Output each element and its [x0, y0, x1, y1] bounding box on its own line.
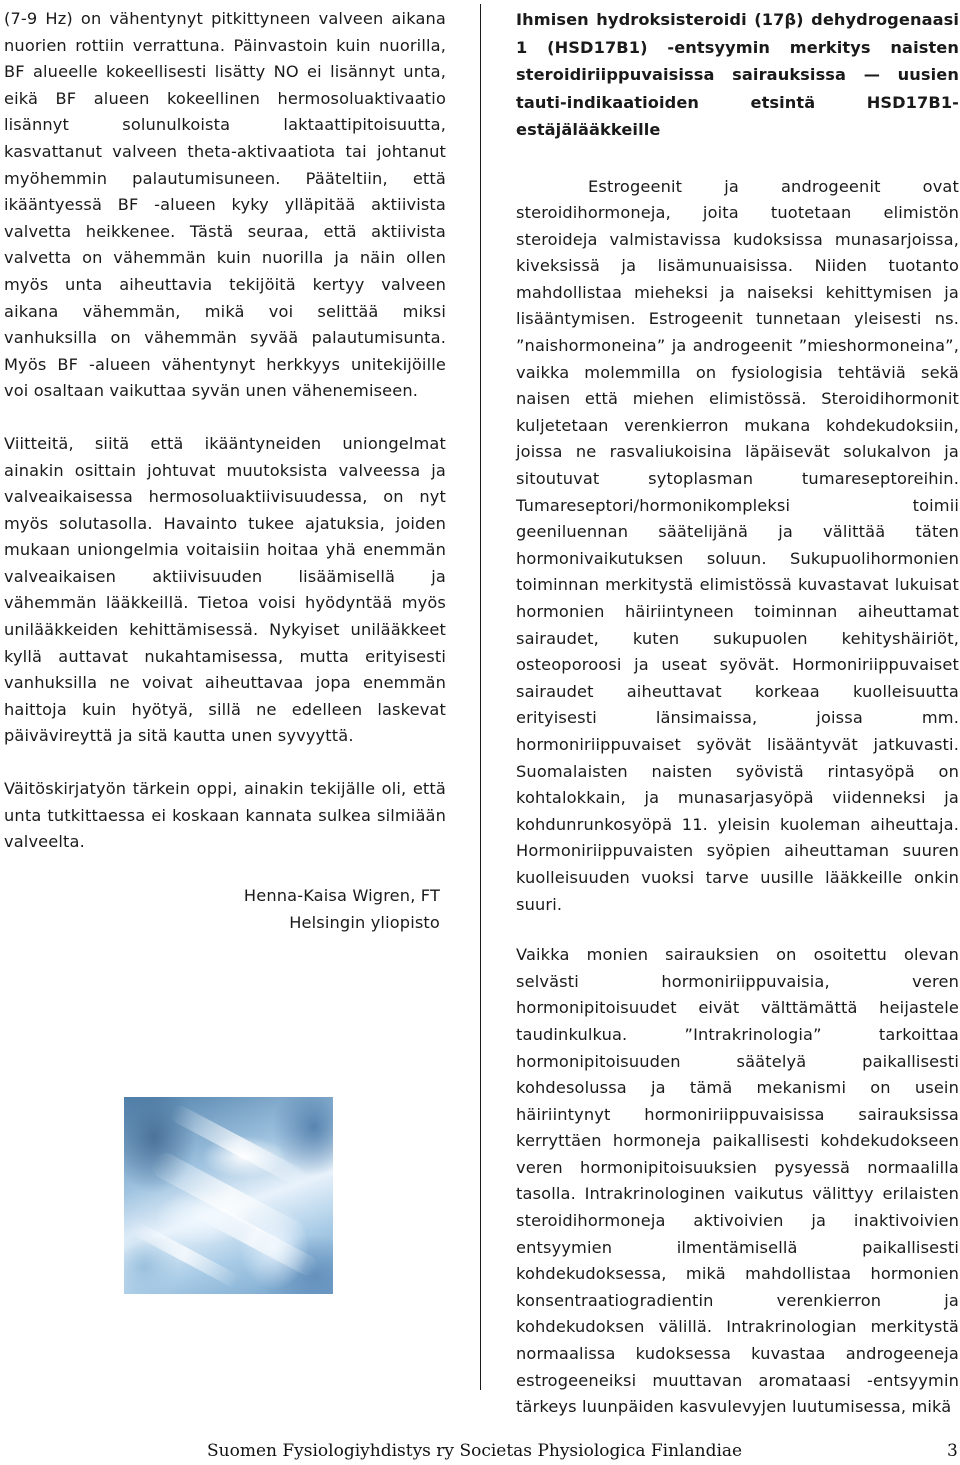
author-signature	[4, 882, 446, 936]
author-name: Henna-Kaisa Wigren, FT	[243, 885, 440, 905]
body-paragraph: Estrogeenit ja androgeenit ovat steroidihormoneja, joita tuotetaan elimistön steroideja valmistavissa kudoksissa munasarjoissa, kiveksissä ja lisämunuaisissa. Niiden tuotanto mahdollistaa mieheksi ja naiseksi kehittymisen ja lisääntymisen. Estrogeenit tunnetaan yleisesti ns. ”naishormoneina” ja androgeenit ”mieshormoneina”, vaikka molemmilla on fysiologisia tehtäviä sekä naisen että miehen elimistössä. Steroidihormonit kuljetetaan verenkierron mukana kohdekudoksiin, joissa ne rasvaliukoisina läpäisevät solukalvon ja sitoutuvat sytoplasman tumareseptoreihin. Tumareseptori/hormonikompleksi toimii geeniluennan säätelijänä ja välittää täten hormonivaikutuksen soluun. Sukupuolihormonien toiminnan merkitystä elimistössä kuvastavat lukuisat hormonien häiriintyneen toiminnan aiheuttamat sairaudet, kuten sukupuolen kehityshäiriöt, osteoporoosi ja useat syövät. Hormoniriippuvaiset sairaudet aiheuttavat korkeaa kuolleisuutta erityisesti länsimaissa, joissa mm. hormoniriippuvaiset syövät lisääntyvät jatkuvasti. Suomalaisten naisten syövistä rintasyöpä on kohtalokkain, ja munasarjasyöpä viidenneksi ja kohdunrunkosyöpä 11. yleisin kuoleman aiheuttaja. Hormoniriippuvaisten syöpien aiheuttaman suuren kuolleisuuden vuoksi tarve uusille lääkkeille onkin suuri.	[516, 176, 959, 914]
article-heading: Ihmisen hydroksisteroidi (17β) dehydrogenaasi 1 (HSD17B1) -entsyymin merkitys naisten steroidiriippuvaisissa sairauksissa — uusien tauti-indikaatioiden etsintä HSD17B1-estäjälääkkeille	[516, 10, 959, 139]
author-affiliation: Helsingin yliopisto	[289, 912, 440, 932]
body-paragraph: Vaikka monien sairauksien on osoitettu olevan selvästi hormoniriippuvaisia, veren hormonipitoisuudet eivät välttämättä heijastele taudinkulkua. ”Intrakrinologia” tarkoittaa hormonipitoisuuden säätelyä paikallisesti kohdesolussa ja tämä mekanismi on usein häiriintynyt hormoniriippuvaisissa sairauksissa kerryttäen hormoneja paikallisesti kohdekudokseen veren hormonipitoisuuksien pysyessä normaalilla tasolla. Intrakrinologinen vaikutus välittyy erilaisten steroidihormoneja aktivoivien ja inaktivoivien entsyymien ilmentämisellä paikallisesti kohdekudoksessa, mikä mahdollistaa hormonien konsentraatiogradientin verenkierron ja kohdekudoksen välillä. Intrakrinologian merkitystä normaalissa kudoksessa kuvastaa androgeeneja estrogeeneiksi muuttavan aromataasi -entsyymin tärkeys luunpäiden kasvulevyjen luutumisessa, mikä	[516, 945, 959, 1417]
body-paragraph: Väitöskirjatyön tärkein oppi, ainakin tekijälle oli, että unta tutkittaessa ei koskaan kannata sulkea silmiään valveelta.	[4, 779, 446, 852]
footer-publisher: Suomen Fysiologiyhdistys ry Societas Physiologica Finlandiae	[207, 1441, 743, 1461]
page-number: 3	[947, 1441, 958, 1461]
waterfall-photo	[124, 1097, 333, 1294]
right-column	[516, 6, 959, 1421]
column-divider	[480, 4, 481, 1390]
body-paragraph: (7-9 Hz) on vähentynyt pitkittyneen valveen aikana nuorien rottiin verrattuna. Päinvastoin kuin nuorilla, BF alueelle kokeellisesti lisätty NO ei lisännyt unta, eikä BF alueen kokeellinen hermosoluaktivaatio lisännyt solunulkoista laktaattipitoisuutta, kasvattanut valveen theta-aktivaatiota tai johtanut myöhemmin palautumisuneen. Pääteltiin, että ikääntyessä BF -alueen kyky ylläpitää aktiivista valvetta heikkenee. Tästä seuraa, että aktiivista valvetta on vähemmän kuin nuorilla ja näin ollen myös unta aiheuttavia tekijöitä kertyy valveen aikana vähemmän, mikä voi selittää miksi vanhuksilla on vähemmän syvää palautumisunta. Myös BF -alueen vähentynyt herkkyys unitekijöille voi osaltaan vaikuttaa syvän unen vähenemiseen.	[4, 9, 446, 401]
left-column	[4, 6, 446, 936]
body-paragraph: Viitteitä, siitä että ikääntyneiden uniongelmat ainakin osittain johtuvat muutoksista valveessa ja valveaikaisessa hermosoluaktiivisuudessa, on nyt myös solutasolla. Havainto tukee ajatuksia, joiden mukaan uniongelmia voitaisiin hoitaa yhä enemmän valveaikaisen aktiivisuuden lisäämisellä ja vähemmän lääkkeillä. Tietoa voisi hyödyntää myös unilääkkeiden kehittämisessä. Nykyiset unilääkkeet kyllä auttavat nukahtamisessa, mutta erityisesti vanhuksilla ne voivat aiheuttavaa jopa enemmän haittoja kuin hyötyä, sillä ne edelleen laskevat päivävireyttä ja sitä kautta unen syvyyttä.	[4, 433, 446, 746]
page-footer	[0, 1441, 960, 1465]
